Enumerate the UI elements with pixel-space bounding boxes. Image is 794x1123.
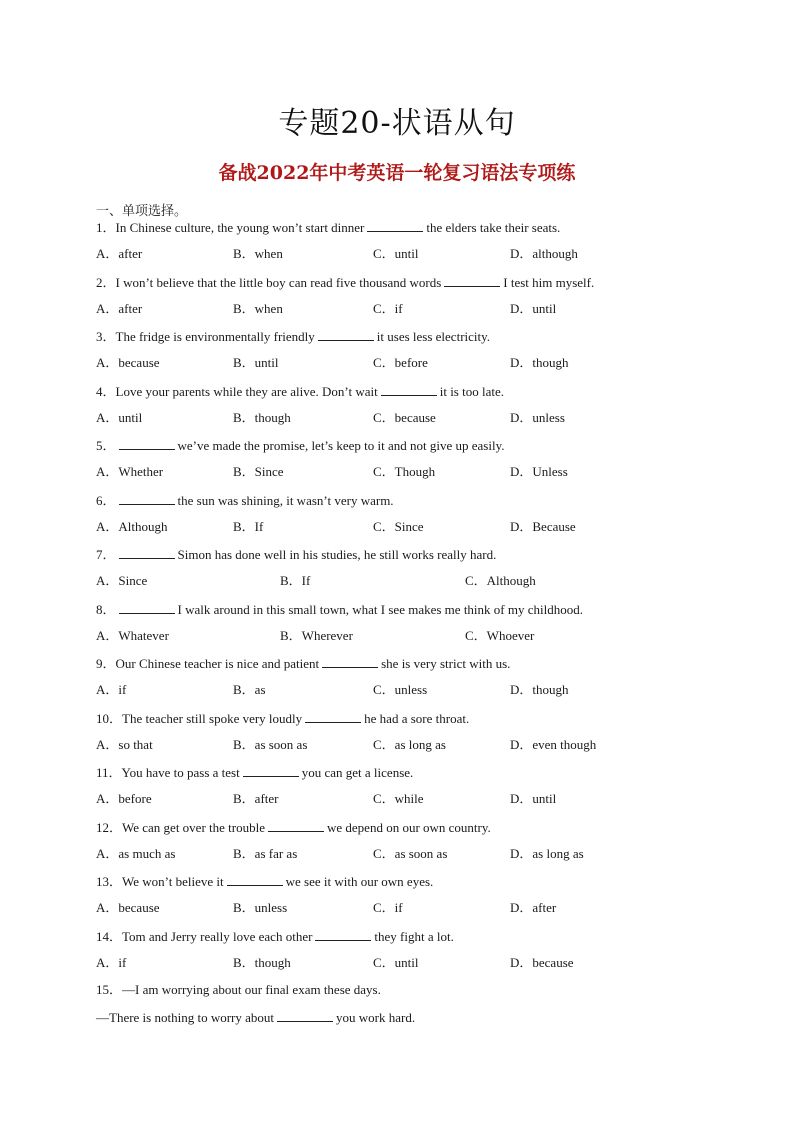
answer-option[interactable]: C．if <box>373 300 403 316</box>
answer-option[interactable]: B．until <box>233 355 279 370</box>
reply-text: you work hard. <box>336 1010 416 1025</box>
option-row <box>96 954 716 982</box>
option-row <box>96 627 716 655</box>
stem-text: they fight a lot. <box>374 928 454 944</box>
question-number: 8． <box>96 601 116 617</box>
answer-option[interactable]: D．as long as <box>510 845 584 861</box>
answer-option[interactable]: C．unless <box>373 682 428 697</box>
option-row <box>96 736 716 764</box>
answer-blank[interactable] <box>119 600 175 614</box>
answer-option[interactable]: B．though <box>233 409 291 425</box>
answer-option[interactable]: C．as soon as <box>373 845 448 861</box>
answer-blank[interactable] <box>268 818 324 832</box>
answer-option[interactable]: A．Whether <box>96 464 164 479</box>
answer-blank[interactable] <box>243 763 299 777</box>
page-title: 专题20-状语从句 <box>278 106 516 141</box>
question-stem <box>96 763 716 790</box>
answer-option[interactable]: B．Since <box>233 464 284 479</box>
page-subtitle: 备战2022年中考英语一轮复习语法专项练 <box>218 162 576 184</box>
option-row <box>96 572 716 600</box>
question-number: 10． <box>96 710 123 726</box>
option-row <box>96 899 716 927</box>
stem-text: Tom and Jerry really love each other <box>122 928 313 944</box>
section-heading: 一、单项选择。 <box>96 204 188 219</box>
question-item <box>96 382 716 437</box>
question-number: 4． <box>96 383 116 399</box>
question-number: 14． <box>96 928 123 944</box>
question-item <box>96 436 716 491</box>
question-stem <box>96 382 716 409</box>
answer-option[interactable]: C．while <box>373 791 424 806</box>
option-row <box>96 845 716 873</box>
answer-option[interactable]: C．because <box>373 409 436 425</box>
answer-option[interactable]: C．Though <box>373 464 436 479</box>
answer-option[interactable]: C．if <box>373 900 403 915</box>
answer-option[interactable]: A．after <box>96 246 143 261</box>
answer-option[interactable]: B．unless <box>233 900 288 915</box>
stem-text: we’ve made the promise, let’s keep to it and not give up easily. <box>177 438 505 453</box>
answer-option[interactable]: D．though <box>510 355 569 370</box>
answer-option[interactable]: C．until <box>373 954 419 970</box>
question-stem <box>96 436 716 463</box>
question-stem <box>96 273 716 300</box>
answer-option[interactable]: C．Whoever <box>465 627 535 643</box>
answer-option[interactable]: D．though <box>510 682 569 697</box>
stem-text: she is very strict with us. <box>381 656 511 671</box>
stem-text: you can get a license. <box>301 765 414 780</box>
stem-text: I walk around in this small town, what I see makes me think of my childhood. <box>177 601 583 617</box>
answer-option[interactable]: A．after <box>96 300 143 316</box>
option-row <box>96 681 716 709</box>
stem-text: I test him myself. <box>503 274 595 290</box>
answer-option[interactable]: B．as <box>233 682 266 697</box>
question-number: 6． <box>96 492 116 508</box>
answer-option[interactable]: C．until <box>373 246 419 261</box>
answer-option[interactable]: A．Although <box>96 518 168 534</box>
question-number: 11． <box>96 765 122 780</box>
answer-option[interactable]: B．If <box>233 518 264 534</box>
answer-blank[interactable] <box>367 218 423 232</box>
answer-blank[interactable] <box>315 927 371 941</box>
answer-option[interactable]: A．as much as <box>96 845 176 861</box>
question-item <box>96 654 716 709</box>
question-stem <box>96 981 716 1008</box>
stem-text: Our Chinese teacher is nice and patient <box>115 656 320 671</box>
question-list <box>96 218 716 1035</box>
question-item <box>96 600 716 655</box>
answer-blank[interactable] <box>277 1008 333 1022</box>
stem-text: We won’t believe it <box>122 874 224 889</box>
dialogue-reply <box>96 1008 716 1035</box>
answer-option[interactable]: D．although <box>510 246 578 261</box>
question-stem <box>96 491 716 518</box>
answer-option[interactable]: D．even though <box>510 736 597 752</box>
answer-blank[interactable] <box>119 436 175 450</box>
stem-text: I won’t believe that the little boy can read five thousand words <box>115 274 442 290</box>
answer-option[interactable]: A．before <box>96 791 152 806</box>
answer-blank[interactable] <box>227 872 283 886</box>
question-item <box>96 545 716 600</box>
stem-text: In Chinese culture, the young won’t start dinner <box>115 220 365 235</box>
question-number: 1． <box>96 220 116 235</box>
question-number: 2． <box>96 274 116 290</box>
option-row <box>96 300 716 328</box>
stem-text: the elders take their seats. <box>426 220 561 235</box>
stem-text: The fridge is environmentally friendly <box>115 329 315 344</box>
answer-option[interactable]: C．as long as <box>373 736 446 752</box>
answer-option[interactable]: A．because <box>96 355 160 370</box>
answer-option[interactable]: C．Since <box>373 518 424 534</box>
answer-option[interactable]: B．when <box>233 300 283 316</box>
question-stem <box>96 600 716 627</box>
question-stem <box>96 654 716 681</box>
answer-option[interactable]: D．because <box>510 954 574 970</box>
question-number: 13． <box>96 874 123 889</box>
question-item <box>96 763 716 818</box>
answer-option[interactable]: B．If <box>280 573 311 588</box>
answer-blank[interactable] <box>305 709 361 723</box>
stem-text: he had a sore throat. <box>364 710 470 726</box>
answer-option[interactable]: A．Whatever <box>96 627 169 643</box>
question-stem <box>96 709 716 736</box>
stem-text: it uses less electricity. <box>376 329 491 344</box>
question-number: 3． <box>96 329 116 344</box>
answer-option[interactable]: A．Since <box>96 573 148 588</box>
answer-blank[interactable] <box>444 273 500 287</box>
question-stem <box>96 927 716 954</box>
question-item <box>96 818 716 873</box>
answer-option[interactable]: A．if <box>96 682 127 697</box>
answer-blank[interactable] <box>119 491 175 505</box>
stem-text: —I am worrying about our final exam these days. <box>122 982 381 997</box>
reply-text: —There is nothing to worry about <box>96 1010 274 1025</box>
stem-text: We can get over the trouble <box>122 819 265 835</box>
question-item <box>96 273 716 328</box>
question-item <box>96 872 716 927</box>
answer-option[interactable]: D．unless <box>510 409 565 425</box>
stem-text: the sun was shining, it wasn’t very warm. <box>177 492 394 508</box>
answer-option[interactable]: D．until <box>510 791 557 806</box>
answer-blank[interactable] <box>318 327 374 341</box>
option-row <box>96 354 716 382</box>
option-row <box>96 245 716 273</box>
option-row <box>96 409 716 437</box>
question-stem <box>96 818 716 845</box>
answer-option[interactable]: D．Because <box>510 518 576 534</box>
option-row <box>96 790 716 818</box>
answer-option[interactable]: B．when <box>233 246 283 261</box>
answer-option[interactable]: B．Wherever <box>280 627 353 643</box>
answer-option[interactable]: D．after <box>510 900 557 915</box>
answer-option[interactable]: A．so that <box>96 736 153 752</box>
question-number: 15． <box>96 982 123 997</box>
answer-option[interactable]: C．Although <box>465 573 536 588</box>
answer-blank[interactable] <box>119 545 175 559</box>
question-number: 5． <box>96 438 116 453</box>
answer-blank[interactable] <box>381 382 437 396</box>
option-row <box>96 518 716 546</box>
stem-text: You have to pass a test <box>121 765 240 780</box>
question-item <box>96 218 716 273</box>
answer-option[interactable]: B．after <box>233 791 279 806</box>
answer-option[interactable]: D．Unless <box>510 464 568 479</box>
question-item <box>96 981 716 1035</box>
answer-option[interactable]: A．if <box>96 954 127 970</box>
stem-text: it is too late. <box>439 383 504 399</box>
answer-option[interactable]: A．because <box>96 900 160 915</box>
question-stem <box>96 218 716 245</box>
question-item <box>96 927 716 982</box>
stem-text: we depend on our own country. <box>327 819 491 835</box>
stem-text: Love your parents while they are alive. Don’t wait <box>115 383 378 399</box>
stem-text: The teacher still spoke very loudly <box>122 710 303 726</box>
question-item <box>96 327 716 382</box>
question-item <box>96 491 716 546</box>
question-number: 7． <box>96 547 116 562</box>
question-number: 9． <box>96 656 116 671</box>
answer-option[interactable]: B．though <box>233 954 291 970</box>
answer-option[interactable]: D．until <box>510 300 557 316</box>
stem-text: we see it with our own eyes. <box>285 874 434 889</box>
answer-option[interactable]: B．as far as <box>233 845 298 861</box>
question-number: 12． <box>96 819 123 835</box>
answer-option[interactable]: A．until <box>96 409 143 425</box>
answer-option[interactable]: B．as soon as <box>233 736 308 752</box>
question-stem <box>96 872 716 899</box>
question-stem <box>96 545 716 572</box>
answer-option[interactable]: C．before <box>373 355 428 370</box>
question-stem <box>96 327 716 354</box>
option-row <box>96 463 716 491</box>
answer-blank[interactable] <box>322 654 378 668</box>
question-item <box>96 709 716 764</box>
stem-text: Simon has done well in his studies, he still works really hard. <box>177 547 497 562</box>
